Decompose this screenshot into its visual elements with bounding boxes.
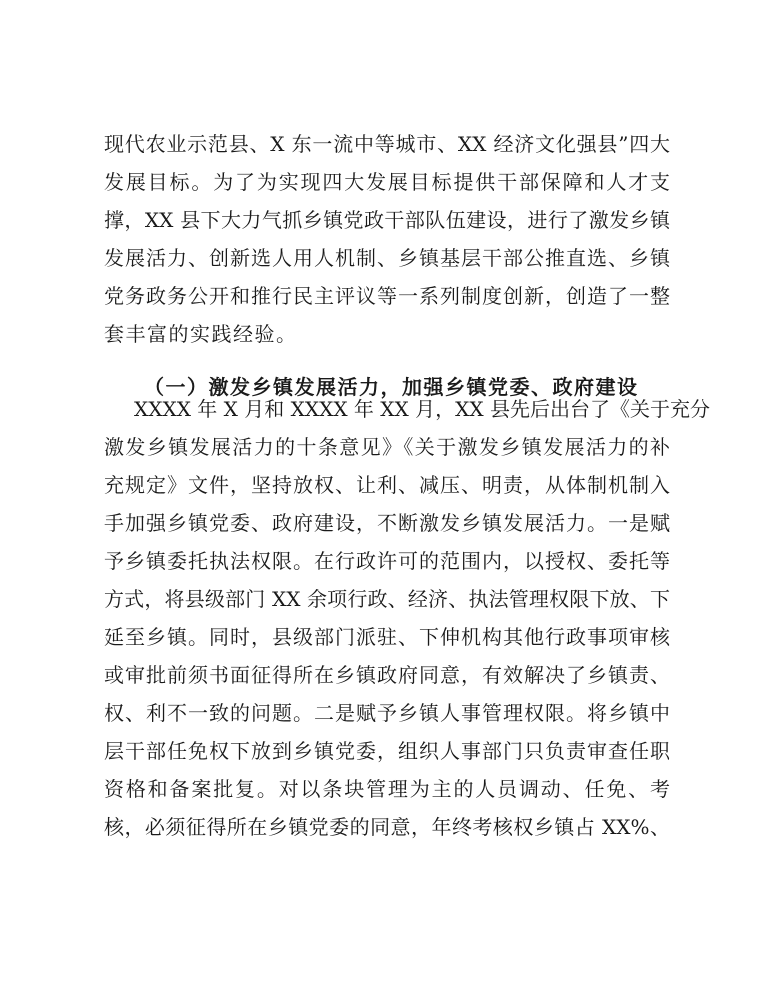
paragraph-1-line-3: 撑，XX 县下大力气抓乡镇党政干部队伍建设，进行了激发乡镇 <box>104 208 670 232</box>
paragraph-2-line-1: XXXX 年 X 月和 XXXX 年 XX 月，XX 县先后出台了《关于充分 <box>134 397 710 421</box>
paragraph-2-line-7: 延至乡镇。同时，县级部门派驻、下伸机构其他行政事项审核 <box>104 625 670 649</box>
paragraph-1-line-6: 套丰富的实践经验。 <box>104 322 298 346</box>
paragraph-1-line-5: 党务政务公开和推行民主评议等一系列制度创新，创造了一整 <box>104 284 670 308</box>
paragraph-2-line-11: 资格和备案批复。对以条块管理为主的人员调动、任免、考 <box>104 777 670 801</box>
paragraph-2-line-10: 层干部任免权下放到乡镇党委，组织人事部门只负责审查任职 <box>104 739 670 763</box>
paragraph-2-line-6: 方式，将县级部门 XX 余项行政、经济、执法管理权限下放、下 <box>104 587 670 611</box>
paragraph-2-line-2: 激发乡镇发展活力的十条意见》《关于激发乡镇发展活力的补 <box>104 435 670 459</box>
paragraph-1-line-1: 现代农业示范县、X 东一流中等城市、XX 经济文化强县”四大 <box>104 132 670 156</box>
paragraph-2-line-5: 予乡镇委托执法权限。在行政许可的范围内，以授权、委托等 <box>104 549 670 573</box>
section-heading: （一）激发乡镇发展活力，加强乡镇党委、政府建设 <box>144 375 639 399</box>
paragraph-2-line-3: 充规定》文件，坚持放权、让利、减压、明责，从体制机制入 <box>104 473 670 497</box>
paragraph-1-line-2: 发展目标。为了为实现四大发展目标提供干部保障和人才支 <box>104 170 670 194</box>
paragraph-2-line-4: 手加强乡镇党委、政府建设，不断激发乡镇发展活力。一是赋 <box>104 511 670 535</box>
paragraph-2-line-12: 核，必须征得所在乡镇党委的同意，年终考核权乡镇占 XX%、 <box>104 815 670 839</box>
paragraph-2-line-8: 或审批前须书面征得所在乡镇政府同意，有效解决了乡镇责、 <box>104 663 670 687</box>
paragraph-2-line-9: 权、利不一致的问题。二是赋予乡镇人事管理权限。将乡镇中 <box>104 701 670 725</box>
paragraph-1-line-4: 发展活力、创新选人用人机制、乡镇基层干部公推直选、乡镇 <box>104 246 670 270</box>
